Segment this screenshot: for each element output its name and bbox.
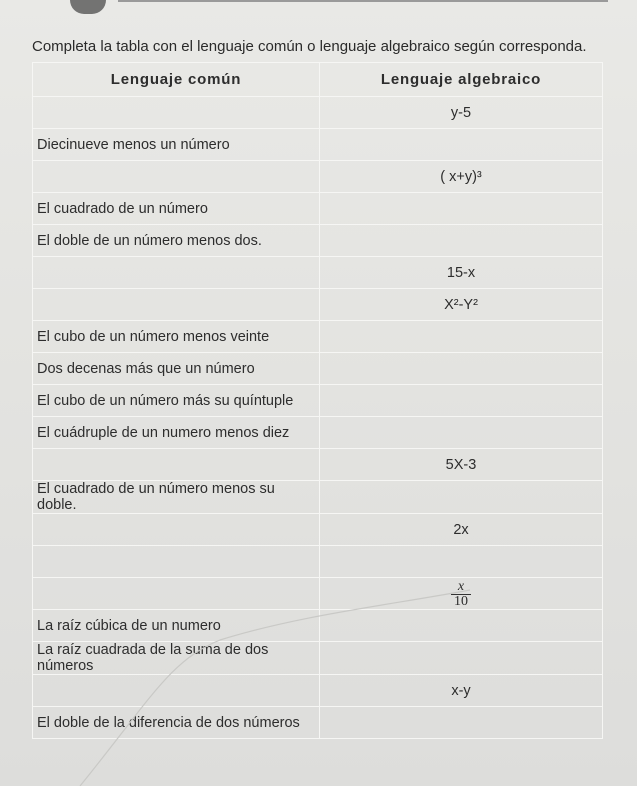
fraction-denominator: 10 bbox=[454, 594, 468, 609]
header-lenguaje-comun: Lenguaje común bbox=[33, 63, 320, 97]
algebraic-cell[interactable] bbox=[320, 225, 603, 257]
algebraic-cell[interactable] bbox=[320, 546, 603, 578]
page-corner-mark bbox=[70, 0, 106, 14]
common-language-cell[interactable]: El cuadrado de un número bbox=[33, 193, 320, 225]
table-row bbox=[33, 675, 603, 707]
algebraic-cell[interactable]: 2x bbox=[320, 514, 603, 546]
common-language-cell[interactable]: El cuadrado de un número menos su doble. bbox=[33, 481, 320, 514]
table-row bbox=[33, 481, 603, 514]
common-language-cell[interactable]: El cuádruple de un numero menos diez bbox=[33, 417, 320, 449]
table-row bbox=[33, 449, 603, 481]
instruction-text: Completa la tabla con el lenguaje común o lenguaje algebraico según corresponda. bbox=[32, 38, 587, 55]
header-lenguaje-algebraico: Lenguaje algebraico bbox=[320, 63, 603, 97]
common-language-cell[interactable] bbox=[33, 289, 320, 321]
table-row bbox=[33, 129, 603, 161]
common-language-cell[interactable] bbox=[33, 97, 320, 129]
algebraic-cell[interactable] bbox=[320, 610, 603, 642]
algebraic-cell[interactable] bbox=[320, 385, 603, 417]
table-row bbox=[33, 225, 603, 257]
fraction-numerator: x bbox=[457, 579, 465, 594]
algebraic-cell[interactable]: X²-Y² bbox=[320, 289, 603, 321]
common-language-cell[interactable] bbox=[33, 449, 320, 481]
common-language-cell[interactable]: El cubo de un número menos veinte bbox=[33, 321, 320, 353]
table-row bbox=[33, 353, 603, 385]
algebraic-cell[interactable] bbox=[320, 129, 603, 161]
algebraic-cell[interactable] bbox=[320, 578, 603, 610]
table-row bbox=[33, 546, 603, 578]
common-language-cell[interactable]: Diecinueve menos un número bbox=[33, 129, 320, 161]
algebraic-cell[interactable] bbox=[320, 321, 603, 353]
common-language-cell[interactable]: El doble de la diferencia de dos números bbox=[33, 707, 320, 739]
common-language-cell[interactable] bbox=[33, 161, 320, 193]
translation-table bbox=[32, 62, 603, 739]
algebraic-cell[interactable]: x-y bbox=[320, 675, 603, 707]
common-language-cell[interactable] bbox=[33, 578, 320, 610]
algebraic-cell[interactable] bbox=[320, 193, 603, 225]
algebraic-cell[interactable] bbox=[320, 481, 603, 514]
common-language-cell[interactable]: El cubo de un número más su quíntuple bbox=[33, 385, 320, 417]
algebraic-cell[interactable] bbox=[320, 353, 603, 385]
algebraic-cell[interactable]: 15-x bbox=[320, 257, 603, 289]
table-row bbox=[33, 707, 603, 739]
table-row bbox=[33, 610, 603, 642]
common-language-cell[interactable]: Dos decenas más que un número bbox=[33, 353, 320, 385]
table-row bbox=[33, 289, 603, 321]
algebraic-cell[interactable]: y-5 bbox=[320, 97, 603, 129]
table-row bbox=[33, 417, 603, 449]
table-row bbox=[33, 578, 603, 610]
table-row bbox=[33, 257, 603, 289]
common-language-cell[interactable]: El doble de un número menos dos. bbox=[33, 225, 320, 257]
common-language-cell[interactable]: La raíz cúbica de un numero bbox=[33, 610, 320, 642]
algebraic-cell[interactable]: ( x+y)³ bbox=[320, 161, 603, 193]
table-row bbox=[33, 385, 603, 417]
common-language-cell[interactable] bbox=[33, 514, 320, 546]
table-row bbox=[33, 193, 603, 225]
common-language-cell[interactable] bbox=[33, 257, 320, 289]
algebraic-cell[interactable] bbox=[320, 642, 603, 675]
algebraic-cell[interactable] bbox=[320, 417, 603, 449]
table-row bbox=[33, 321, 603, 353]
table-row bbox=[33, 97, 603, 129]
algebraic-cell[interactable]: 5X-3 bbox=[320, 449, 603, 481]
common-language-cell[interactable]: La raíz cuadrada de la suma de dos números bbox=[33, 642, 320, 675]
fraction-x-over-10 bbox=[451, 580, 471, 609]
common-language-cell[interactable] bbox=[33, 546, 320, 578]
table-row bbox=[33, 642, 603, 675]
algebraic-cell[interactable] bbox=[320, 707, 603, 739]
common-language-cell[interactable] bbox=[33, 675, 320, 707]
top-rule bbox=[118, 0, 608, 2]
table-row bbox=[33, 161, 603, 193]
table-row bbox=[33, 514, 603, 546]
